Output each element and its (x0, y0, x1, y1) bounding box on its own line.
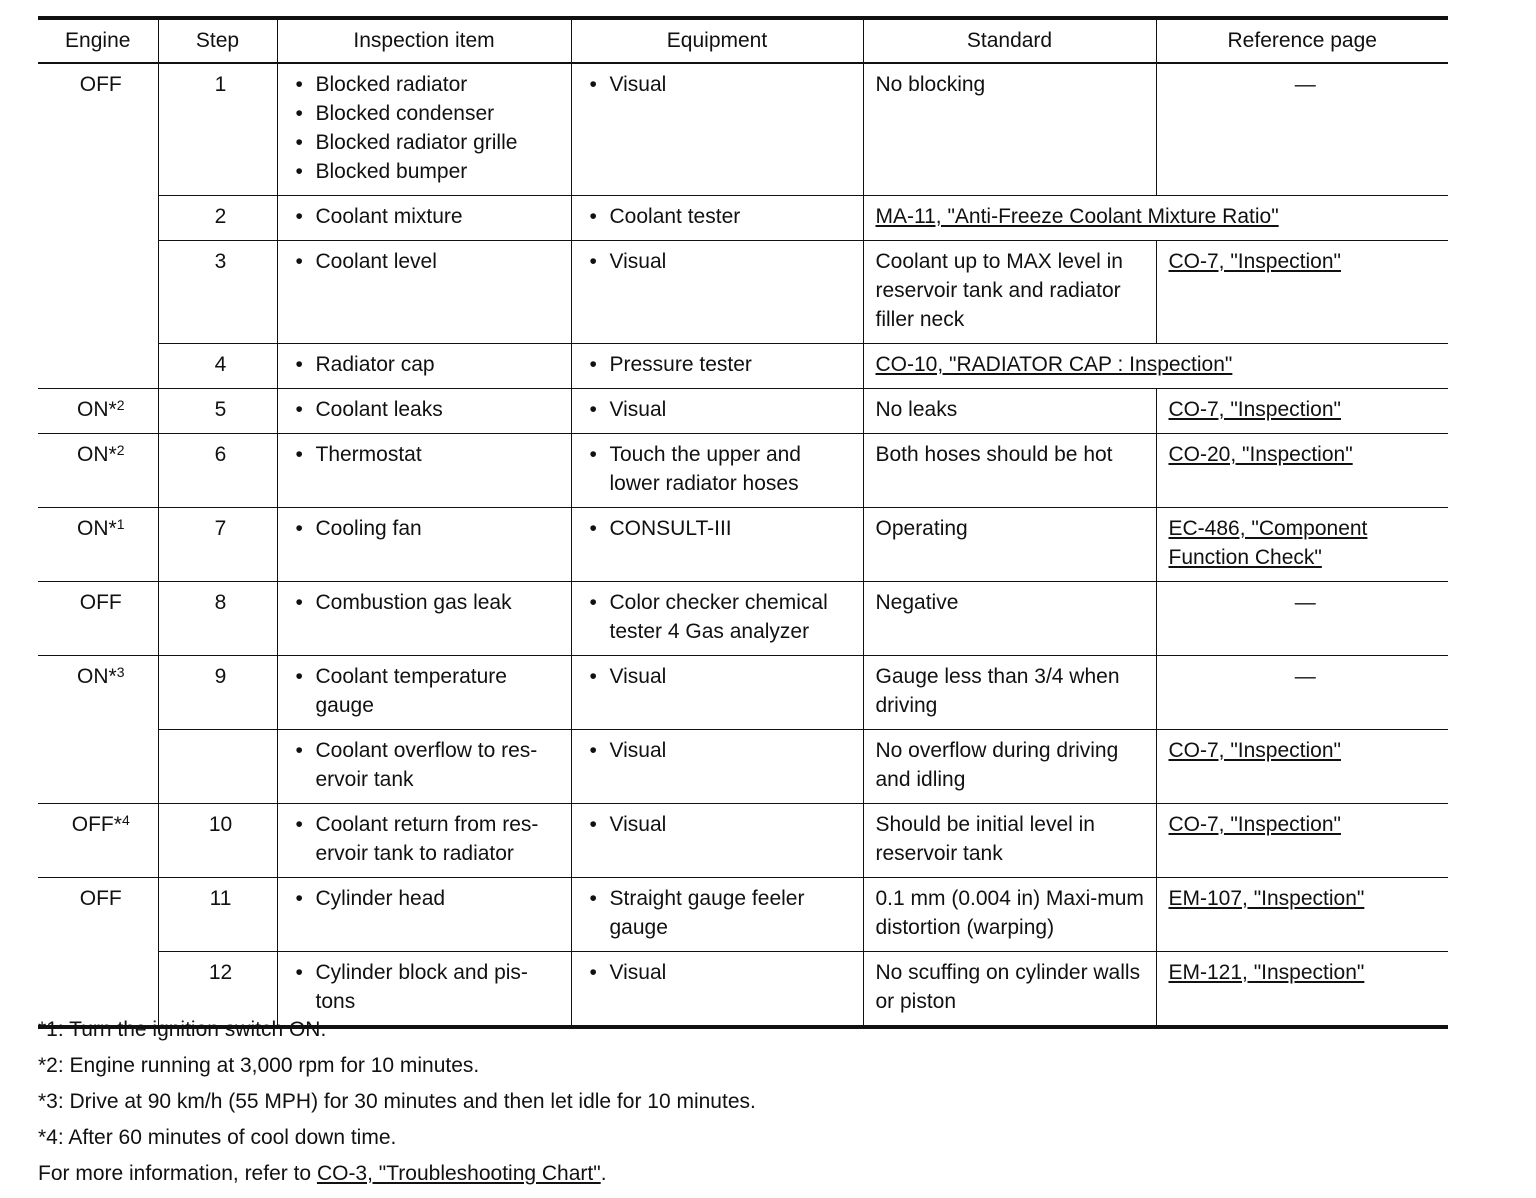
inspection-item-cell (277, 804, 571, 878)
inspection-item: • Blocked radiator (290, 70, 565, 99)
engine-footnote-ref: 3 (116, 664, 125, 680)
standard-text: No scuffing on cylinder walls or piston (863, 952, 1156, 1028)
equipment-item: • Visual (584, 395, 857, 424)
inspection-item: • Thermostat (290, 440, 565, 469)
standard-text: 0.1 mm (0.004 in) Maxi-mum distortion (warping) (863, 878, 1156, 952)
equipment-cell (571, 344, 863, 389)
equipment-cell (571, 196, 863, 241)
equipment-cell (571, 582, 863, 656)
reference-link[interactable]: CO-10, "RADIATOR CAP : Inspection" (875, 353, 1233, 376)
standard-text: No leaks (863, 389, 1156, 434)
header-standard: Standard (863, 18, 1156, 63)
standard-text: Should be initial level in reservoir tank (863, 804, 1156, 878)
table-row (38, 508, 1448, 582)
equipment-cell (571, 804, 863, 878)
inspection-item-list (290, 958, 565, 1016)
engine-state-cell (38, 878, 158, 1028)
step-number: 11 (158, 878, 277, 952)
reference-cell (1156, 878, 1448, 952)
equipment-item: • CONSULT-III (584, 514, 857, 543)
equipment-item-list (584, 202, 857, 231)
equipment-cell (571, 63, 863, 196)
engine-state: ON* (77, 398, 117, 421)
header-engine: Engine (38, 18, 158, 63)
inspection-item: • Radiator cap (290, 350, 565, 379)
reference-cell (1156, 434, 1448, 508)
more-info-suffix: . (600, 1162, 607, 1185)
inspection-item: • Blocked bumper (290, 157, 565, 186)
equipment-item-list (584, 810, 857, 839)
standard-reference-cell (863, 344, 1448, 389)
equipment-item: • Color checker chemical tester 4 Gas analyzer (584, 588, 857, 646)
reference-link[interactable]: EC-486, "Component Function Check" (1168, 517, 1368, 569)
standard-text: Operating (863, 508, 1156, 582)
equipment-item: • Touch the upper and lower radiator hoses (584, 440, 857, 498)
inspection-item-list (290, 202, 565, 231)
equipment-cell (571, 389, 863, 434)
reference-cell (1156, 804, 1448, 878)
equipment-item-list (584, 247, 857, 276)
table-row (38, 730, 1448, 804)
equipment-cell (571, 434, 863, 508)
equipment-item: • Visual (584, 958, 857, 987)
table-row (38, 434, 1448, 508)
inspection-item-cell (277, 878, 571, 952)
footnote: *2: Engine running at 3,000 rpm for 10 minutes. (38, 1054, 480, 1077)
inspection-item: • Cooling fan (290, 514, 565, 543)
reference-link[interactable]: CO-20, "Inspection" (1168, 443, 1353, 466)
inspection-item-list (290, 395, 565, 424)
header-inspection-item: Inspection item (277, 18, 571, 63)
step-number: 5 (158, 389, 277, 434)
inspection-item: • Coolant leaks (290, 395, 565, 424)
inspection-item-list (290, 70, 565, 186)
inspection-item: • Cylinder block and pis-tons (290, 958, 565, 1016)
engine-state-cell (38, 656, 158, 804)
inspection-item-cell (277, 582, 571, 656)
equipment-item-list (584, 958, 857, 987)
equipment-item-list (584, 662, 857, 691)
table-row (38, 63, 1448, 196)
reference-cell (1156, 730, 1448, 804)
inspection-item-list (290, 884, 565, 913)
standard-text: Coolant up to MAX level in reservoir tank and radiator filler neck (863, 241, 1156, 344)
reference-link[interactable]: CO-7, "Inspection" (1168, 398, 1341, 421)
inspection-item-cell (277, 196, 571, 241)
footnotes (38, 1012, 756, 1192)
header-reference-page: Reference page (1156, 18, 1448, 63)
inspection-item: • Coolant overflow to res-ervoir tank (290, 736, 565, 794)
standard-text: No blocking (863, 63, 1156, 196)
step-number: 12 (158, 952, 277, 1028)
table-row (38, 344, 1448, 389)
inspection-item-cell (277, 63, 571, 196)
inspection-item: • Combustion gas leak (290, 588, 565, 617)
equipment-item-list (584, 736, 857, 765)
reference-none: — (1156, 63, 1448, 196)
reference-link[interactable]: CO-7, "Inspection" (1168, 250, 1341, 273)
reference-link[interactable]: EM-107, "Inspection" (1168, 887, 1365, 910)
inspection-item-list (290, 810, 565, 868)
engine-state-cell (38, 804, 158, 878)
inspection-item: • Blocked condenser (290, 99, 565, 128)
inspection-item-cell (277, 344, 571, 389)
standard-text: Gauge less than 3/4 when driving (863, 656, 1156, 730)
equipment-item: • Visual (584, 247, 857, 276)
table-row (38, 878, 1448, 952)
table-row (38, 389, 1448, 434)
inspection-item-list (290, 350, 565, 379)
equipment-cell (571, 730, 863, 804)
engine-footnote-ref: 4 (121, 812, 130, 828)
engine-state-cell (38, 508, 158, 582)
reference-link[interactable]: CO-7, "Inspection" (1168, 813, 1341, 836)
inspection-item: • Coolant return from res-ervoir tank to radiator (290, 810, 565, 868)
header-equipment: Equipment (571, 18, 863, 63)
engine-state-cell (38, 582, 158, 656)
engine-state: ON* (77, 665, 117, 688)
equipment-item-list (584, 884, 857, 942)
step-number: 10 (158, 804, 277, 878)
engine-state: OFF* (71, 813, 122, 836)
footnote: *3: Drive at 90 km/h (55 MPH) for 30 minutes and then let idle for 10 minutes. (38, 1090, 756, 1113)
step-number: 8 (158, 582, 277, 656)
inspection-item-cell (277, 656, 571, 730)
equipment-cell (571, 656, 863, 730)
equipment-item-list (584, 395, 857, 424)
inspection-item: • Blocked radiator grille (290, 128, 565, 157)
engine-footnote-ref: 1 (116, 516, 125, 532)
table-body (38, 63, 1448, 1027)
step-number: 6 (158, 434, 277, 508)
inspection-item: • Coolant level (290, 247, 565, 276)
table-row (38, 196, 1448, 241)
inspection-item-cell (277, 434, 571, 508)
inspection-item-list (290, 247, 565, 276)
equipment-item: • Straight gauge feeler gauge (584, 884, 857, 942)
equipment-item-list (584, 70, 857, 99)
equipment-item-list (584, 588, 857, 646)
reference-link[interactable]: MA-11, "Anti-Freeze Coolant Mixture Ratio" (875, 205, 1279, 228)
inspection-item-list (290, 440, 565, 469)
engine-footnote-ref: 2 (116, 442, 125, 458)
inspection-item: • Coolant mixture (290, 202, 565, 231)
inspection-item-list (290, 662, 565, 720)
inspection-item-cell (277, 241, 571, 344)
engine-state-cell (38, 63, 158, 389)
reference-none: — (1156, 582, 1448, 656)
inspection-item-cell (277, 730, 571, 804)
equipment-item: • Visual (584, 736, 857, 765)
engine-state: OFF (79, 73, 122, 96)
inspection-chart (38, 16, 1448, 1029)
standard-text: Both hoses should be hot (863, 434, 1156, 508)
inspection-item-list (290, 514, 565, 543)
step-number: 2 (158, 196, 277, 241)
reference-none: — (1156, 656, 1448, 730)
standard-reference-cell (863, 196, 1448, 241)
reference-cell (1156, 952, 1448, 1028)
equipment-cell (571, 878, 863, 952)
more-info-prefix: For more information, refer to (38, 1162, 317, 1185)
inspection-table (38, 16, 1448, 1029)
inspection-item-list (290, 736, 565, 794)
step-number: 7 (158, 508, 277, 582)
step-number (158, 730, 277, 804)
inspection-item-cell (277, 508, 571, 582)
reference-cell (1156, 389, 1448, 434)
equipment-item-list (584, 350, 857, 379)
reference-link[interactable]: EM-121, "Inspection" (1168, 961, 1365, 984)
table-row (38, 656, 1448, 730)
reference-cell (1156, 508, 1448, 582)
equipment-item: • Visual (584, 662, 857, 691)
engine-state: ON* (77, 517, 117, 540)
engine-state-cell (38, 389, 158, 434)
engine-state: OFF (79, 887, 122, 910)
more-info-line (38, 1156, 756, 1192)
engine-state-cell (38, 434, 158, 508)
table-header-row (38, 18, 1448, 63)
inspection-item-cell (277, 389, 571, 434)
inspection-item-list (290, 588, 565, 617)
header-step: Step (158, 18, 277, 63)
equipment-item: • Coolant tester (584, 202, 857, 231)
reference-cell (1156, 241, 1448, 344)
step-number: 1 (158, 63, 277, 196)
footnote: *4: After 60 minutes of cool down time. (38, 1126, 397, 1149)
inspection-item: • Coolant temperature gauge (290, 662, 565, 720)
equipment-cell (571, 241, 863, 344)
reference-link[interactable]: CO-7, "Inspection" (1168, 739, 1341, 762)
equipment-item: • Visual (584, 70, 857, 99)
step-number: 9 (158, 656, 277, 730)
step-number: 3 (158, 241, 277, 344)
table-row (38, 582, 1448, 656)
engine-state: ON* (77, 443, 117, 466)
equipment-item-list (584, 440, 857, 498)
equipment-item-list (584, 514, 857, 543)
inspection-item: • Cylinder head (290, 884, 565, 913)
standard-text: Negative (863, 582, 1156, 656)
table-row (38, 241, 1448, 344)
troubleshooting-chart-link[interactable]: CO-3, "Troubleshooting Chart" (316, 1162, 601, 1185)
equipment-item: • Pressure tester (584, 350, 857, 379)
table-row (38, 804, 1448, 878)
equipment-cell (571, 508, 863, 582)
step-number: 4 (158, 344, 277, 389)
footnote: *1: Turn the ignition switch ON. (38, 1018, 327, 1041)
standard-text: No overflow during driving and idling (863, 730, 1156, 804)
equipment-item: • Visual (584, 810, 857, 839)
engine-footnote-ref: 2 (116, 397, 125, 413)
engine-state: OFF (79, 591, 122, 614)
